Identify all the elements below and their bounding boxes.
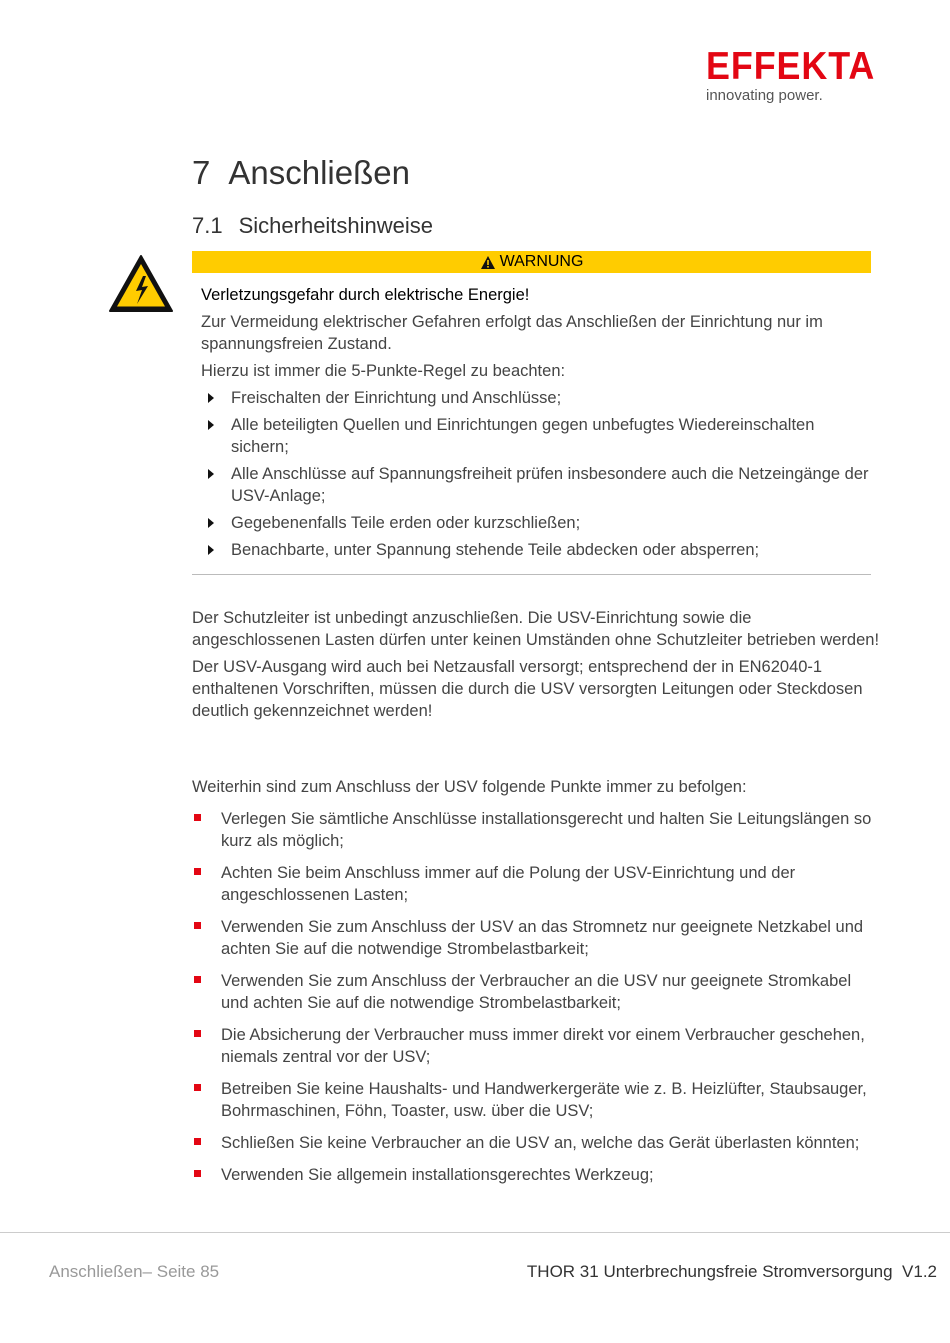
five-point-rule-list: [201, 387, 871, 561]
square-bullet-icon: [194, 1138, 201, 1145]
arrow-bullet-icon: [208, 545, 214, 555]
square-bullet-icon: [194, 868, 201, 875]
list-item: [201, 387, 871, 409]
list-item: [201, 414, 871, 458]
list-item-text: Die Absicherung der Verbraucher muss immer direkt vor einem Verbraucher geschehen, niemals zentral vor der USV;: [221, 1026, 865, 1066]
footer-page-label: Anschließen– Seite 85: [49, 1262, 220, 1281]
list-item-text: Verlegen Sie sämtliche Anschlüsse installationsgerecht und halten Sie Leitungslängen so kurz als möglich;: [221, 810, 872, 850]
list-item-text: Verwenden Sie zum Anschluss der Verbraucher an die USV nur geeignete Stromkabel und achten Sie auf die notwendige Strombelastbarkeit;: [221, 972, 852, 1012]
high-voltage-warning-icon: [108, 254, 174, 314]
list-item-text: Schließen Sie keine Verbraucher an die USV an, welche das Gerät überlasten könnten;: [221, 1134, 860, 1152]
list-item: [192, 1164, 882, 1186]
list-item-text: Benachbarte, unter Spannung stehende Teile abdecken oder absperren;: [231, 541, 760, 559]
list-item: [201, 539, 871, 561]
warning-triangle-icon: [480, 255, 496, 270]
list-item-text: Alle Anschlüsse auf Spannungsfreiheit prüfen insbesondere auch die Netzeingänge der USV-Anlage;: [231, 465, 869, 505]
section-title: Sicherheitshinweise: [238, 213, 434, 238]
list-item: [192, 862, 882, 906]
square-bullet-icon: [194, 1084, 201, 1091]
list-item: [192, 916, 882, 960]
warning-label: WARNUNG: [499, 253, 584, 270]
footer-divider: [0, 1232, 950, 1233]
square-bullet-icon: [194, 1170, 201, 1177]
connection-points-list: [192, 808, 882, 1186]
paragraph: Der Schutzleiter ist unbedingt anzuschließen. Die USV-Einrichtung sowie die angeschlossenen Lasten dürfen unter keinen Umständen ohne Schutzleiter betrieben werden!: [192, 609, 880, 649]
list-item: [192, 808, 882, 852]
section-number: 7.1: [192, 213, 223, 238]
chapter-title: Anschließen: [228, 154, 410, 191]
warning-intro: Zur Vermeidung elektrischer Gefahren erfolgt das Anschließen der Einrichtung nur im spannungsfreien Zustand.: [201, 313, 823, 353]
list-item-text: Achten Sie beim Anschluss immer auf die Polung der USV-Einrichtung und der angeschlossenen Lasten;: [221, 864, 796, 904]
warning-body: [201, 284, 871, 566]
list-item: [192, 1024, 882, 1068]
list-item-text: Gegebenenfalls Teile erden oder kurzschließen;: [231, 514, 581, 532]
list-item-text: Alle beteiligten Quellen und Einrichtungen gegen unbefugtes Wiedereinschalten sichern;: [231, 416, 815, 456]
square-bullet-icon: [194, 922, 201, 929]
list-item: [192, 1132, 882, 1154]
logo-tagline: innovating power.: [706, 87, 823, 104]
arrow-bullet-icon: [208, 420, 214, 430]
arrow-bullet-icon: [208, 518, 214, 528]
chapter-number: 7: [192, 154, 211, 191]
arrow-bullet-icon: [208, 393, 214, 403]
arrow-bullet-icon: [208, 469, 214, 479]
list-item: [192, 970, 882, 1014]
logo-brand: EFFEKTA: [706, 45, 876, 88]
footer-document-title: THOR 31 Unterbrechungsfreie Stromversorgung V1.2: [526, 1262, 937, 1281]
list-item-text: Betreiben Sie keine Haushalts- und Handwerkergeräte wie z. B. Heizlüfter, Staubsauger, Bohrmaschinen, Föhn, Toaster, usw. über die USV;: [221, 1080, 867, 1120]
section-heading: [192, 213, 433, 239]
list-item-text: Verwenden Sie allgemein installationsgerechtes Werkzeug;: [221, 1166, 654, 1184]
list-item-text: Freischalten der Einrichtung und Anschlüsse;: [231, 389, 562, 407]
connection-points: [192, 776, 882, 1196]
list-item: [201, 463, 871, 507]
square-bullet-icon: [194, 976, 201, 983]
paragraph: Der USV-Ausgang wird auch bei Netzausfall versorgt; entsprechend der in EN62040-1 enthaltenen Vorschriften, müssen die durch die USV versorgten Leitungen oder Steckdosen deutlich gekennzeichnet werden!: [192, 658, 863, 720]
square-bullet-icon: [194, 814, 201, 821]
company-logo: [706, 45, 886, 105]
list-item-text: Verwenden Sie zum Anschluss der USV an das Stromnetz nur geeignete Netzkabel und achten Sie auf die notwendige Strombelastbarkeit;: [221, 918, 864, 958]
warning-rule-intro: Hierzu ist immer die 5-Punkte-Regel zu beachten:: [201, 362, 566, 380]
warning-divider: [192, 574, 871, 575]
protective-conductor-notes: [192, 607, 882, 727]
warning-title: Verletzungsgefahr durch elektrische Energie!: [201, 286, 530, 304]
list-item: [192, 1078, 882, 1122]
points-intro: Weiterhin sind zum Anschluss der USV folgende Punkte immer zu befolgen:: [192, 778, 747, 796]
chapter-heading: [192, 154, 410, 192]
warning-banner: [192, 251, 871, 273]
list-item: [201, 512, 871, 534]
square-bullet-icon: [194, 1030, 201, 1037]
